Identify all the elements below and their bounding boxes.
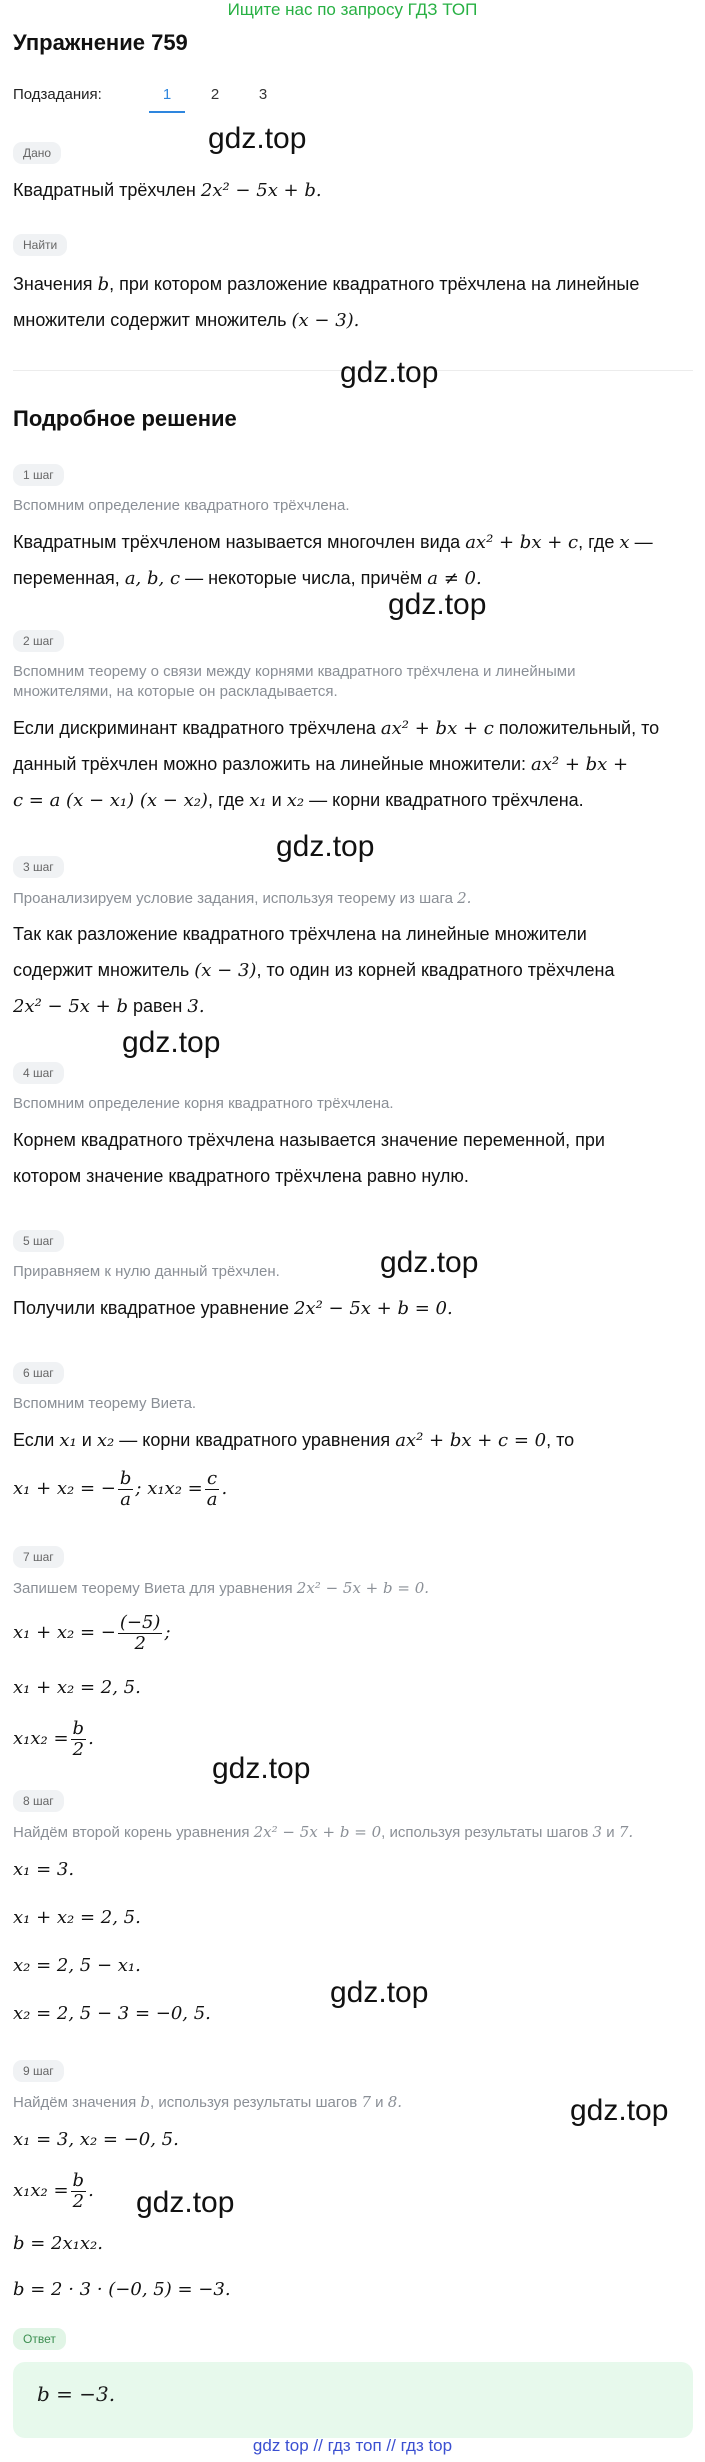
step-9-pill: 9 шаг — [13, 2060, 64, 2082]
step-4-hint: Вспомним определение корня квадратного трёхчлена. — [13, 1095, 394, 1112]
step-2-pill: 2 шаг — [13, 630, 64, 652]
text: данный трёхчлен можно разложить на линейные множители: — [13, 754, 527, 774]
text: , используя результаты шагов — [150, 2094, 358, 2111]
step-6-hint: Вспомним теорему Виета. — [13, 1395, 197, 1412]
step-3-line1: Так как разложение квадратного трёхчлена на линейные множители — [13, 924, 587, 944]
formula: 2. — [457, 889, 472, 907]
subtask-tab-3[interactable]: 3 — [258, 86, 268, 103]
formula: ax² + bx + c — [380, 718, 494, 739]
watermark: gdz.top — [330, 1976, 429, 2009]
page-title: Упражнение 759 — [13, 30, 188, 55]
watermark: gdz.top — [340, 356, 439, 389]
step-3-hint — [13, 888, 688, 909]
step-5-pill: 5 шаг — [13, 1230, 64, 1252]
formula: 2x² − 5x + b — [13, 996, 128, 1017]
formula: a, b, c — [124, 568, 181, 589]
formula: . — [88, 1728, 94, 1749]
step-8-line4: x₂ = 2, 5 − 3 = −0, 5. — [13, 2003, 211, 2024]
step-3-pill: 3 шаг — [13, 856, 64, 878]
top-banner[interactable]: Ищите нас по запросу ГДЗ ТОП — [227, 0, 478, 19]
formula: ax² + bx + c — [465, 532, 579, 553]
subtasks-label: Подзадания: — [13, 86, 102, 103]
step-2-hint-1: Вспомним теорему о связи между корнями квадратного трёхчлена и линейными — [13, 663, 576, 680]
watermark: gdz.top — [276, 830, 375, 863]
formula: x₁ + x₂ = − — [13, 1622, 116, 1643]
formula: (x − 3) — [194, 960, 257, 981]
step-8-line2: x₁ + x₂ = 2, 5. — [13, 1907, 141, 1928]
subtasks-nav — [13, 86, 273, 116]
formula: x₂ — [286, 790, 305, 811]
numerator: (−5) — [119, 1611, 161, 1633]
text: — некоторые числа, причём — [185, 568, 423, 588]
text: Проанализируем условие задания, используя теорему из шага — [13, 890, 453, 907]
watermark: gdz.top — [570, 2094, 669, 2127]
text: , то один из корней квадратного трёхчлена — [256, 960, 615, 980]
step-8-line1: x₁ = 3. — [13, 1859, 75, 1880]
step-9-line1: x₁ = 3, x₂ = −0, 5. — [13, 2129, 179, 2150]
watermark: gdz.top — [380, 1246, 479, 1279]
text: , где — [578, 532, 615, 552]
step-7-line3 — [13, 1714, 688, 1764]
find-pill: Найти — [13, 234, 67, 256]
formula: 7. — [618, 1823, 634, 1841]
step-7-line1 — [13, 1608, 688, 1658]
formula: x — [619, 532, 630, 553]
text: и — [271, 790, 282, 810]
text: — корни квадратного трёхчлена. — [309, 790, 584, 810]
step-9-line3: b = 2x₁x₂. — [13, 2233, 103, 2254]
given-pill: Дано — [13, 142, 61, 164]
formula: b — [140, 2093, 151, 2111]
formula: 2x² − 5x + b = 0. — [296, 1579, 430, 1597]
step-6-pill: 6 шаг — [13, 1362, 64, 1384]
watermark: gdz.top — [212, 1752, 311, 1785]
text: содержит множитель — [13, 960, 190, 980]
step-5-line1 — [13, 1290, 688, 1327]
step-1-pill: 1 шаг — [13, 464, 64, 486]
formula: 2x² − 5x + b = 0 — [253, 1823, 382, 1841]
watermark: gdz.top — [136, 2186, 235, 2219]
find-text-line1 — [13, 266, 688, 303]
formula: x₁x₂ = — [13, 2180, 69, 2201]
text: положительный, то — [498, 718, 660, 738]
text: , используя результаты шагов — [381, 1824, 589, 1841]
fraction — [118, 1469, 134, 1510]
subtask-tab-1[interactable]: 1 — [149, 86, 185, 113]
fraction — [71, 1719, 87, 1760]
find-text: множители содержит множитель — [13, 310, 287, 330]
step-8-line3: x₂ = 2, 5 − x₁. — [13, 1955, 141, 1976]
denominator: 2 — [72, 2190, 85, 2212]
given-text — [13, 172, 688, 209]
watermark: gdz.top — [388, 588, 487, 621]
denominator: a — [206, 1488, 218, 1510]
step-6-line2 — [13, 1464, 688, 1514]
given-label: Квадратный трёхчлен — [13, 180, 196, 200]
step-2-line1 — [13, 710, 688, 747]
formula: 2x² − 5x + b = 0. — [293, 1298, 453, 1319]
formula: ax² + bx + — [531, 754, 629, 775]
step-9-line2 — [13, 2166, 688, 2216]
text: — — [634, 532, 653, 552]
step-2-line2 — [13, 746, 688, 783]
text: и — [375, 2094, 384, 2111]
denominator: a — [120, 1488, 131, 1510]
step-7-pill: 7 шаг — [13, 1546, 64, 1568]
formula: x₁ + x₂ = − — [13, 1478, 116, 1499]
step-6-line1 — [13, 1422, 688, 1459]
formula: 3. — [187, 996, 205, 1017]
answer-value: b = −3. — [37, 2382, 116, 2406]
formula: c = a (x − x₁) (x − x₂) — [13, 790, 208, 811]
footer-links[interactable]: gdz top // гдз топ // гдз top — [252, 2436, 453, 2455]
text: Если — [13, 1430, 55, 1450]
text: Получили квадратное уравнение — [13, 1298, 289, 1318]
formula: . — [88, 2180, 94, 2201]
step-3-line2 — [13, 952, 688, 989]
step-2-hint-2: множителями, на которые он раскладывается. — [13, 683, 338, 700]
formula: x₁x₂ = — [13, 1728, 69, 1749]
numerator: c — [205, 1469, 220, 1490]
text: и — [81, 1430, 92, 1450]
text: и — [606, 1824, 615, 1841]
watermark: gdz.top — [208, 122, 307, 155]
text: Найдём второй корень уравнения — [13, 1824, 250, 1841]
text: равен — [133, 996, 183, 1016]
fraction — [71, 2171, 87, 2212]
step-9-line4: b = 2 · 3 · (−0, 5) = −3. — [13, 2279, 231, 2300]
step-4-line2: котором значение квадратного трёхчлена равно нулю. — [13, 1166, 469, 1186]
find-text: , при котором разложение квадратного трёхчлена на линейные — [109, 274, 640, 294]
formula: 3 — [592, 1823, 603, 1841]
find-factor: (x − 3). — [291, 310, 360, 331]
formula: ; — [164, 1622, 171, 1643]
fraction — [118, 1613, 163, 1654]
find-var: b — [97, 274, 110, 295]
formula: x₁ — [59, 1430, 77, 1451]
text: Найдём значения — [13, 2094, 137, 2111]
find-text: Значения — [13, 274, 93, 294]
numerator: b — [72, 1717, 85, 1739]
step-1-line2 — [13, 560, 688, 597]
formula: x₁ — [249, 790, 267, 811]
step-8-hint — [13, 1822, 688, 1843]
step-4-pill: 4 шаг — [13, 1062, 64, 1084]
text: , где — [207, 790, 245, 810]
section-title: Подробное решение — [13, 406, 237, 431]
numerator: b — [119, 1467, 132, 1489]
text: — корни квадратного уравнения — [119, 1430, 391, 1450]
text: переменная, — [13, 568, 120, 588]
answer-pill: Ответ — [13, 2328, 66, 2350]
step-7-line2: x₁ + x₂ = 2, 5. — [13, 1677, 141, 1698]
text: Запишем теорему Виета для уравнения — [13, 1580, 293, 1597]
step-5-hint: Приравняем к нулю данный трёхчлен. — [13, 1263, 280, 1280]
step-1-hint: Вспомним определение квадратного трёхчлена. — [13, 497, 350, 514]
formula: ; x₁x₂ = — [135, 1478, 203, 1499]
given-formula: 2x² − 5x + b. — [200, 180, 322, 201]
step-1-line1 — [13, 524, 688, 561]
formula: a ≠ 0. — [427, 568, 482, 589]
step-3-line3 — [13, 988, 688, 1025]
numerator: b — [72, 2169, 85, 2191]
step-4-line1: Корнем квадратного трёхчлена называется значение переменной, при — [13, 1130, 605, 1150]
step-2-line3 — [13, 782, 688, 819]
watermark: gdz.top — [122, 1026, 221, 1059]
formula: x₂ — [96, 1430, 115, 1451]
formula: 7 — [361, 2093, 371, 2111]
formula: 8. — [387, 2093, 403, 2111]
subtask-tab-2[interactable]: 2 — [210, 86, 220, 103]
fraction — [205, 1469, 220, 1510]
answer-box — [13, 2362, 693, 2438]
formula: . — [221, 1478, 228, 1499]
step-7-hint — [13, 1578, 688, 1599]
find-text-line2 — [13, 302, 688, 339]
denominator: 2 — [134, 1632, 146, 1654]
text: Если дискриминант квадратного трёхчлена — [13, 718, 376, 738]
step-8-pill: 8 шаг — [13, 1790, 64, 1812]
formula: ax² + bx + c = 0 — [395, 1430, 547, 1451]
denominator: 2 — [72, 1738, 85, 1760]
text: Квадратным трёхчленом называется многочлен вида — [13, 532, 461, 552]
text: , то — [546, 1430, 575, 1450]
